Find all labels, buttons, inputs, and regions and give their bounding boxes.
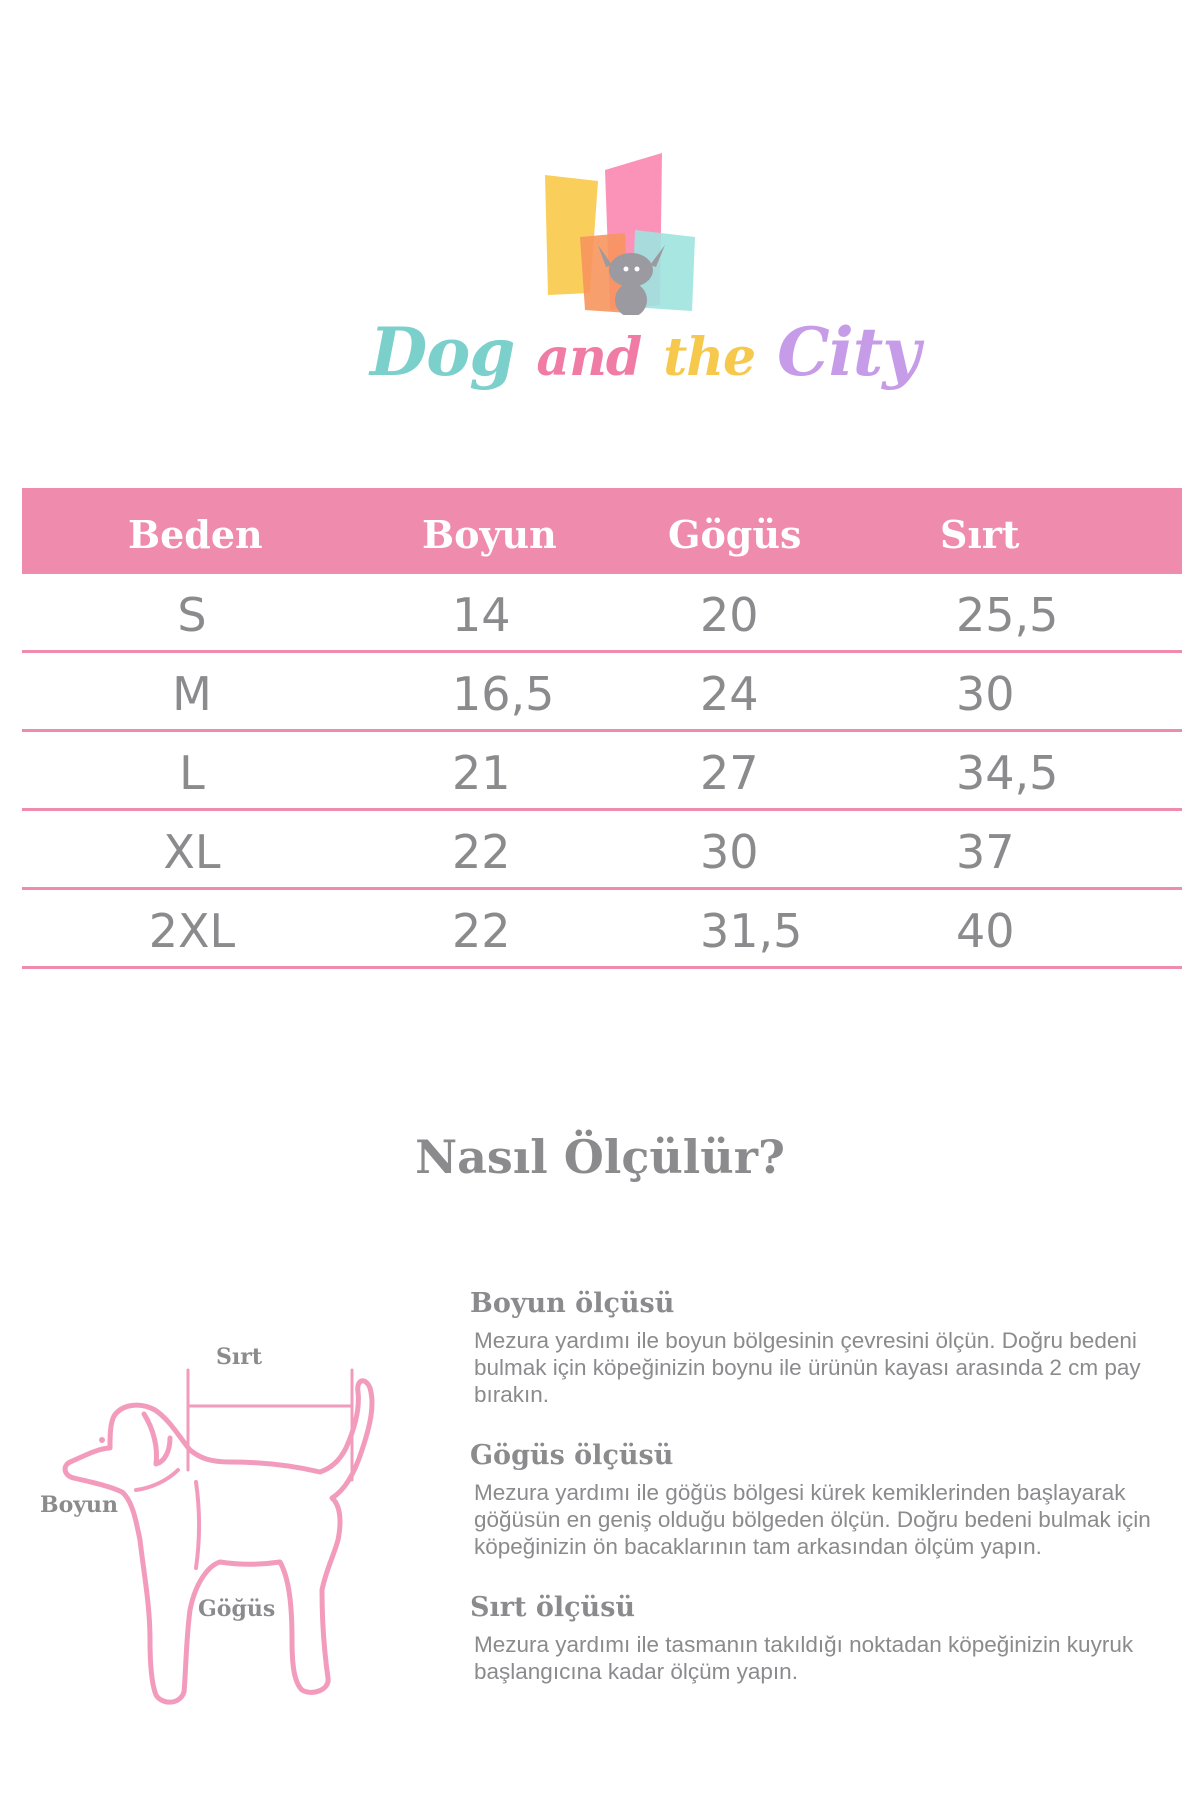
- instruction-text: Mezura yardımı ile boyun bölgesinin çevresini ölçün. Doğru bedeni bulmak için köpeğinizin boynu ile ürünün kayası arasında 2 cm pay bırakın.: [474, 1328, 1141, 1407]
- table-header: [22, 488, 1182, 574]
- howto-heading: Nasıl Ölçülür?: [415, 1130, 785, 1184]
- instruction-text: Mezura yardımı ile göğüs bölgesi kürek kemiklerinden başlayarak göğüsün en geniş olduğu bölgeden ölçün. Doğru bedeni bulmak için köpeğinizin ön bacaklarının tam arkasından ölçüm yapın.: [474, 1480, 1151, 1559]
- logo-wordmark: [370, 313, 920, 391]
- header-size: Beden: [128, 512, 263, 557]
- logo-word-city: City: [777, 313, 920, 391]
- instruction-title: Boyun ölçüsü: [470, 1288, 675, 1319]
- table-row: [22, 890, 1182, 969]
- instruction-back: [470, 1592, 1180, 1685]
- cell-chest: 24: [700, 667, 759, 721]
- instruction-title: Gögüs ölçüsü: [470, 1440, 674, 1471]
- instruction-title: Sırt ölçüsü: [470, 1592, 636, 1623]
- table-row: [22, 574, 1182, 653]
- city-buildings-icon: [370, 145, 850, 315]
- cell-chest: 27: [700, 746, 759, 800]
- cell-neck: 22: [452, 825, 511, 879]
- cell-back: 30: [956, 667, 1015, 721]
- header-chest: Gögüs: [668, 512, 802, 557]
- cell-chest: 31,5: [700, 904, 803, 958]
- dog-measurement-diagram: [40, 1340, 440, 1720]
- cell-chest: 20: [700, 588, 759, 642]
- logo-word-the: the: [663, 327, 756, 388]
- label-chest: Göğüs: [198, 1596, 276, 1622]
- size-table: [22, 488, 1182, 969]
- cell-neck: 21: [452, 746, 511, 800]
- instructions: [470, 1288, 1180, 1717]
- header-neck: Boyun: [422, 512, 557, 557]
- dog-outline-icon: [40, 1340, 440, 1720]
- cell-size: S: [177, 588, 207, 642]
- cell-size: 2XL: [148, 904, 236, 958]
- table-row: [22, 653, 1182, 732]
- brand-logo: [370, 145, 920, 405]
- instruction-chest: [470, 1440, 1180, 1560]
- header-back: Sırt: [940, 512, 1020, 557]
- logo-word-dog: Dog: [370, 313, 515, 391]
- cell-back: 40: [956, 904, 1015, 958]
- label-neck: Boyun: [40, 1492, 119, 1518]
- cell-neck: 14: [452, 588, 511, 642]
- cell-back: 25,5: [956, 588, 1059, 642]
- cell-neck: 16,5: [452, 667, 555, 721]
- cell-back: 37: [956, 825, 1015, 879]
- instruction-neck: [470, 1288, 1180, 1408]
- logo-word-and: and: [536, 327, 642, 388]
- instruction-text: Mezura yardımı ile tasmanın takıldığı noktadan köpeğinizin kuyruk başlangıcına kadar ölçüm yapın.: [474, 1632, 1134, 1684]
- table-row: [22, 811, 1182, 890]
- cell-size: L: [179, 746, 205, 800]
- cell-back: 34,5: [956, 746, 1059, 800]
- cell-size: XL: [163, 825, 221, 879]
- cell-chest: 30: [700, 825, 759, 879]
- label-back: Sırt: [216, 1344, 262, 1370]
- cell-neck: 22: [452, 904, 511, 958]
- table-row: [22, 732, 1182, 811]
- cell-size: M: [172, 667, 212, 721]
